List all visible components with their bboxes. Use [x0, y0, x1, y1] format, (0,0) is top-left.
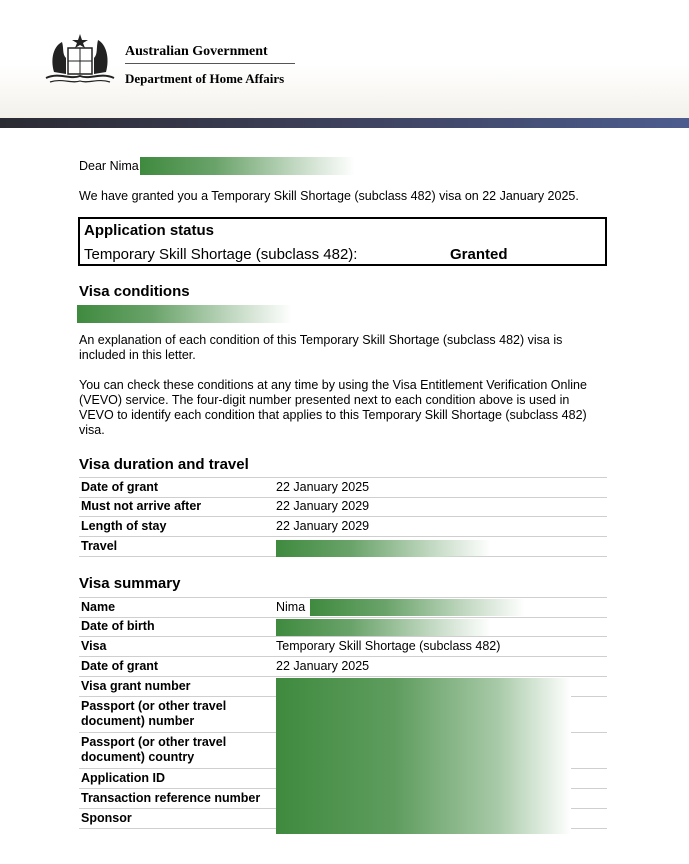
status-title: Application status	[84, 222, 215, 239]
conditions-para1-line2: included in this letter.	[79, 348, 196, 362]
conditions-title: Visa conditions	[79, 283, 190, 300]
row-label: Must not arrive after	[81, 499, 202, 513]
redaction-summary-block	[276, 678, 571, 834]
intro-text: We have granted you a Temporary Skill Shortage (subclass 482) visa on 22 January 2025.	[79, 189, 579, 203]
row-value: 22 January 2029	[276, 499, 370, 513]
row-label: Sponsor	[81, 811, 132, 825]
row-label: Travel	[81, 539, 118, 553]
summary-title: Visa summary	[79, 575, 181, 592]
application-status-box	[78, 217, 607, 266]
row-value: 22 January 2029	[276, 519, 370, 533]
department-name: Department of Home Affairs	[125, 71, 285, 86]
row-label: Date of grant	[81, 659, 159, 673]
table-row	[79, 517, 607, 537]
row-label: Transaction reference number	[81, 791, 261, 805]
row-value: Temporary Skill Shortage (subclass 482)	[276, 639, 501, 653]
conditions-para1-line1: An explanation of each condition of this Temporary Skill Shortage (subclass 482) visa is	[79, 333, 563, 347]
table-row	[79, 477, 607, 498]
table-row	[79, 497, 607, 517]
table-row	[79, 637, 607, 657]
coat-of-arms-icon	[40, 28, 120, 88]
redaction-name-row	[310, 599, 525, 616]
redaction-travel	[276, 540, 491, 557]
row-label-line: Passport (or other travel	[81, 699, 227, 713]
redaction-name	[140, 157, 355, 175]
row-label: Application ID	[81, 771, 166, 785]
row-label-line: Passport (or other travel	[81, 735, 227, 749]
status-value: Granted	[450, 246, 508, 263]
government-name: Australian Government	[125, 44, 268, 59]
row-label: Name	[81, 600, 116, 614]
header-band	[0, 118, 689, 128]
row-label-line: document) number	[81, 714, 195, 728]
row-value: 22 January 2025	[276, 480, 370, 494]
row-label: Length of stay	[81, 519, 167, 533]
row-label	[81, 699, 226, 729]
conditions-para2-line2: (VEVO) service. The four-digit number presented next to each condition above is used in	[79, 393, 570, 407]
row-label	[81, 735, 226, 765]
table-row	[79, 657, 607, 677]
greeting: Dear Nima	[79, 159, 139, 173]
row-value: Nima	[276, 600, 306, 614]
row-label: Date of grant	[81, 480, 159, 494]
conditions-para2-line1: You can check these conditions at any time by using the Visa Entitlement Verification Online	[79, 378, 587, 392]
header-divider	[125, 63, 295, 64]
row-label: Date of birth	[81, 619, 155, 633]
row-label-line: document) country	[81, 750, 195, 764]
row-label: Visa	[81, 639, 107, 653]
conditions-para2-line3: VEVO to identify each condition that applies to this Temporary Skill Shortage (subclass 482)	[79, 408, 587, 422]
duration-title: Visa duration and travel	[79, 456, 249, 473]
conditions-para2-line4: visa.	[79, 423, 105, 437]
redaction-dob	[276, 619, 491, 636]
redaction-conditions	[77, 305, 292, 323]
row-value: 22 January 2025	[276, 659, 370, 673]
row-label: Visa grant number	[81, 679, 191, 693]
status-label: Temporary Skill Shortage (subclass 482):	[84, 246, 358, 263]
